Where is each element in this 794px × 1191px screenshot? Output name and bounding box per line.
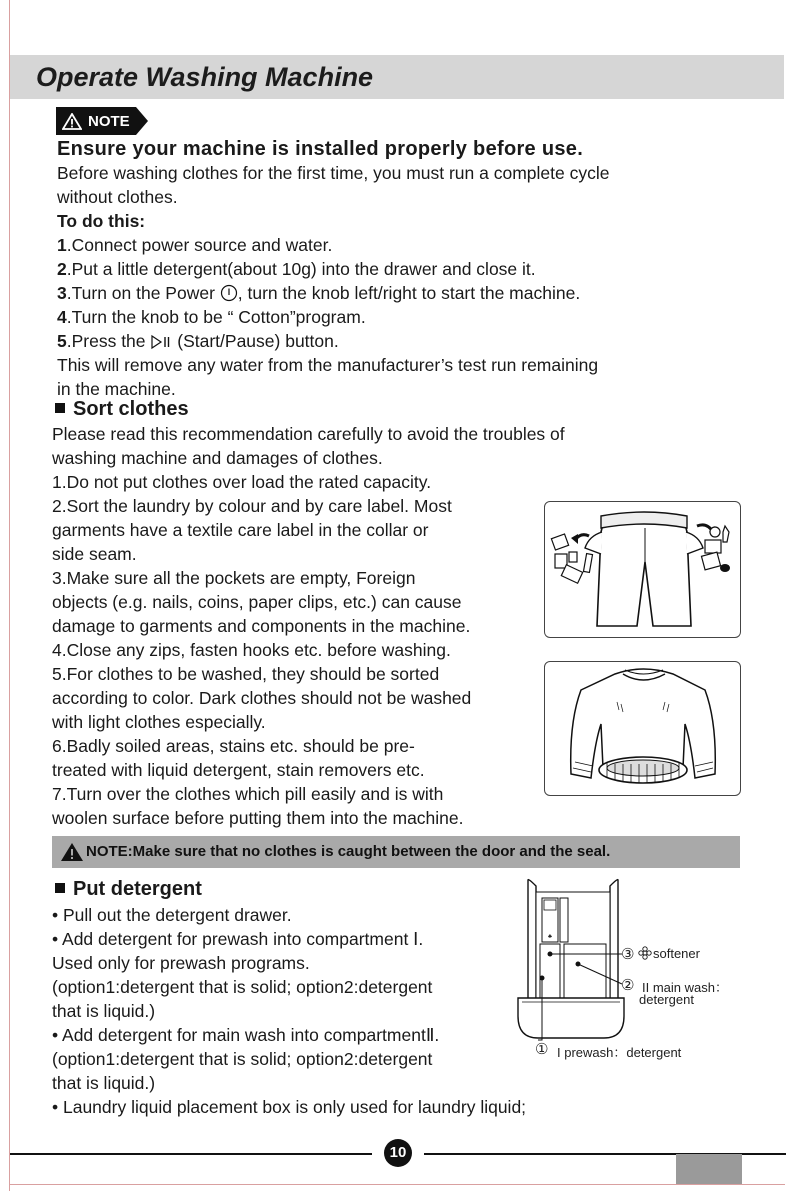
todo-label: To do this: [57, 211, 146, 231]
main-wash-detergent-label: detergent [639, 992, 694, 1007]
sweater-illustration [544, 661, 741, 796]
step-text: .Turn on the Power [66, 283, 220, 303]
bullet-square-icon [55, 403, 65, 413]
sort-line: garments have a textile care label in the collar or [52, 520, 429, 540]
note-bar [52, 836, 740, 868]
warning-icon [60, 842, 84, 862]
detergent-line: that is liquid.) [52, 1001, 156, 1021]
main-wash-label: II main wash： [642, 980, 728, 995]
step-item [57, 305, 366, 329]
step-item [57, 233, 332, 257]
sort-line: 5.For clothes to be washed, they should be sorted [52, 664, 440, 684]
bullet-square-icon [55, 883, 65, 893]
step-number: 3 [57, 283, 67, 303]
page-title: Operate Washing Machine [36, 62, 374, 92]
sort-line: treated with liquid detergent, stain removers etc. [52, 760, 425, 780]
svg-text:♣: ♣ [548, 934, 552, 940]
detergent-drawer-drawing [514, 878, 644, 1048]
section-title-bar [10, 55, 784, 99]
intro-closing-line: This will remove any water from the manufacturer’s test run remaining [57, 355, 599, 375]
sort-line: objects (e.g. nails, coins, paper clips, etc.) can cause [52, 592, 462, 612]
sort-line: 6.Badly soiled areas, stains etc. should be pre- [52, 736, 415, 756]
step-item [57, 257, 536, 281]
inside-out-sweater-drawing [545, 662, 740, 795]
sort-line: damage to garments and components in the machine. [52, 616, 471, 636]
sort-clothes-heading [55, 397, 189, 421]
note-tag-label: NOTE [88, 112, 130, 130]
power-icon [220, 284, 238, 302]
page-margin-line [9, 0, 10, 1191]
step-text: , turn the knob left/right to start the machine. [237, 283, 581, 303]
detergent-heading-text: Put detergent [73, 878, 202, 900]
start-pause-icon [150, 334, 172, 350]
sort-line: side seam. [52, 544, 137, 564]
step-number: 5 [57, 331, 67, 351]
sort-line: 4.Close any zips, fasten hooks etc. before washing. [52, 640, 451, 660]
detergent-line: Used only for prewash programs. [52, 953, 310, 973]
page-number: 10 [384, 1139, 412, 1167]
sort-line: 2.Sort the laundry by colour and by care label. Most [52, 496, 452, 516]
footer-rule-left [10, 1153, 372, 1155]
callout-number-2: ② [621, 977, 635, 994]
sort-line: washing machine and damages of clothes. [52, 448, 383, 468]
prewash-label: I prewash：detergent [557, 1045, 682, 1060]
sort-line: with light clothes especially. [52, 712, 266, 732]
step-text: .Press the [66, 331, 151, 351]
sort-line: Please read this recommendation carefully to avoid the troubles of [52, 424, 565, 444]
page-bottom-line [9, 1184, 785, 1185]
detergent-line: • Add detergent for main wash into compartmentⅡ. [52, 1025, 440, 1045]
intro-paragraph-line: Before washing clothes for the first time, you must run a complete cycle [57, 163, 610, 183]
note-tag [56, 107, 148, 135]
softener-flower-icon [638, 946, 652, 960]
intro-heading: Ensure your machine is installed properly before use. [57, 138, 584, 160]
sort-line: according to color. Dark clothes should not be washed [52, 688, 472, 708]
callout-number-1: ① [535, 1041, 549, 1058]
warning-icon [62, 113, 82, 130]
intro-closing-line: in the machine. [57, 379, 176, 399]
sort-heading-text: Sort clothes [73, 398, 189, 420]
callout-number-3: ③ [621, 946, 635, 963]
detergent-line: • Pull out the detergent drawer. [52, 905, 292, 925]
intro-paragraph-line: without clothes. [57, 187, 178, 207]
put-detergent-heading [55, 877, 202, 901]
step-number: 1 [57, 235, 67, 255]
step-text: .Connect power source and water. [66, 235, 333, 255]
step-number: 4 [57, 307, 67, 327]
detergent-line: (option1:detergent that is solid; option2:detergent [52, 1049, 433, 1069]
step-text: (Start/Pause) button. [172, 331, 339, 351]
detergent-line: (option1:detergent that is solid; option2:detergent [52, 977, 433, 997]
step-text: .Put a little detergent(about 10g) into the drawer and close it. [66, 259, 536, 279]
footer-gray-tab [676, 1154, 742, 1184]
softener-label: softener [653, 946, 700, 961]
step-item [57, 329, 339, 353]
shorts-with-pocket-items-drawing [545, 502, 740, 637]
detergent-line: • Laundry liquid placement box is only used for laundry liquid; [52, 1097, 527, 1117]
pockets-illustration [544, 501, 741, 638]
sort-line: 3.Make sure all the pockets are empty, Foreign [52, 568, 416, 588]
detergent-line: that is liquid.) [52, 1073, 156, 1093]
detergent-line: • Add detergent for prewash into compartment Ⅰ. [52, 929, 424, 949]
sort-line: woolen surface before putting them into the machine. [52, 808, 464, 828]
sort-line: 1.Do not put clothes over load the rated capacity. [52, 472, 432, 492]
note-bar-text: NOTE:Make sure that no clothes is caught between the door and the seal. [86, 843, 611, 860]
step-item [57, 281, 580, 305]
step-number: 2 [57, 259, 67, 279]
step-text: .Turn the knob to be “ Cotton”program. [66, 307, 366, 327]
sort-line: 7.Turn over the clothes which pill easily and is with [52, 784, 444, 804]
